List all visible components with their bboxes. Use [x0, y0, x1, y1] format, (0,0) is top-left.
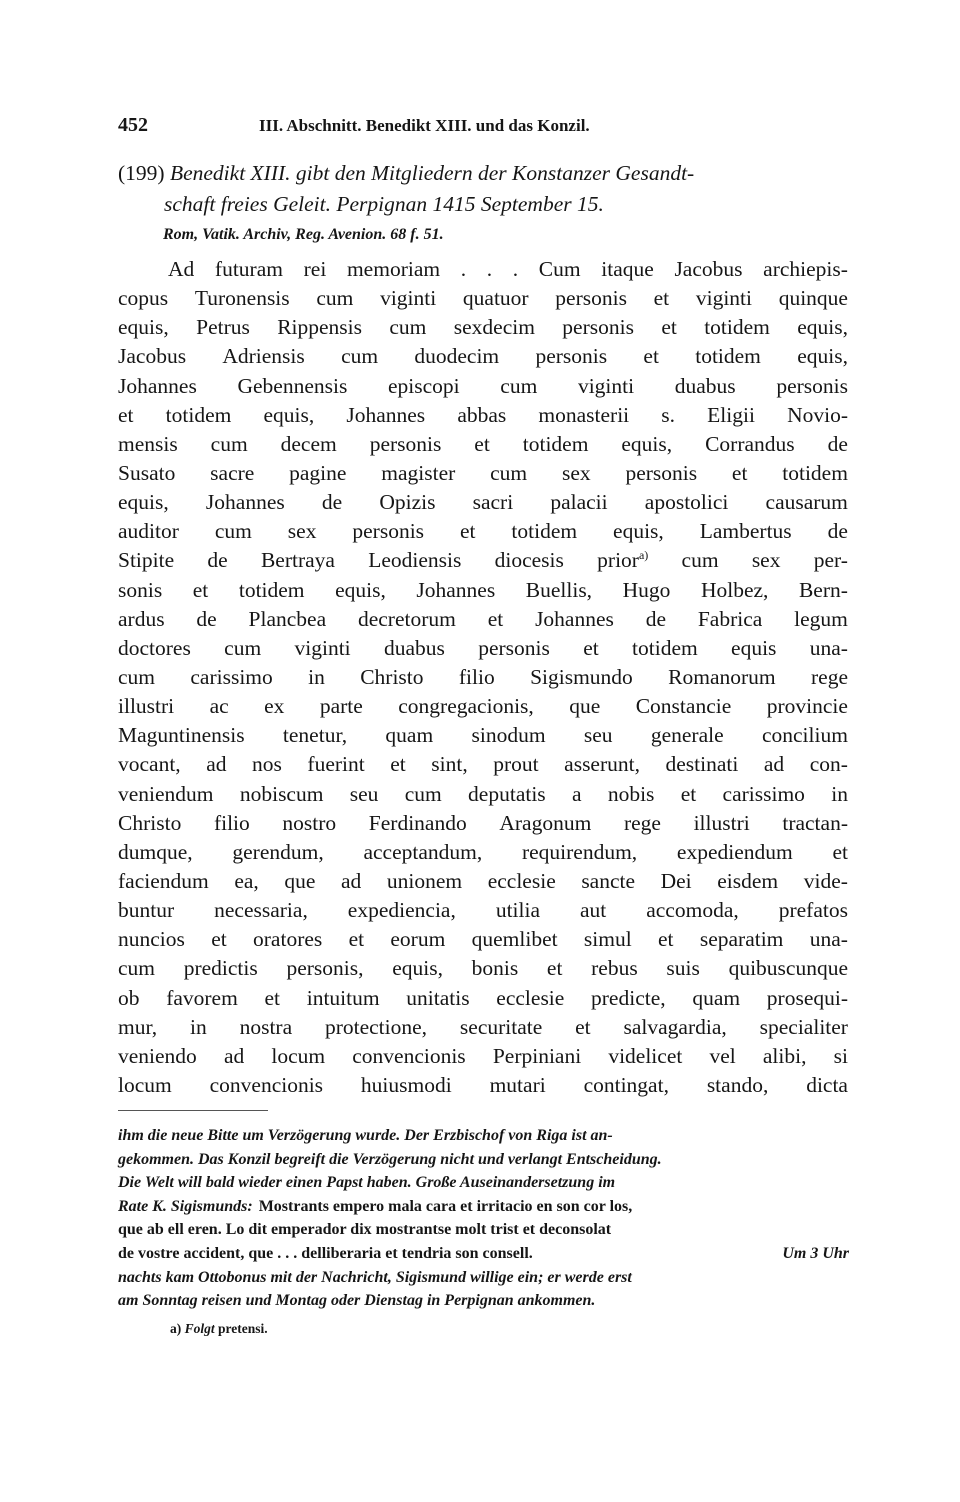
section-title: III. Abschnitt. Benedikt XIII. und das Konzil. [259, 116, 590, 135]
text-line: veniendo ad locum convencionis Perpiniani videlicet vel alibi, si [118, 1043, 848, 1068]
footnote-line: gekommen. Das Konzil begreift die Verzögerung nicht und verlangt Entscheidung. [118, 1150, 662, 1168]
text-line: equis, Johannes de Opizis sacri palacii apostolici causarum [118, 490, 848, 515]
footnote-quote-segment: Mostrants empero mala cara et irritacio en son cor los, [258, 1197, 633, 1215]
heading-text-2: schaft freies Geleit. Perpignan 1415 September 15. [164, 192, 604, 216]
text-line: illustri ac ex parte congregacionis, que Constancie provincie [118, 694, 848, 719]
text-line: doctores cum viginti duabus personis et totidem equis una- [118, 635, 848, 660]
page-number: 452 [118, 114, 148, 136]
footnote-line [118, 1195, 849, 1219]
footnote-line: nachts kam Ottobonus mit der Nachricht, Sigismund willige ein; er werde erst [118, 1268, 632, 1286]
heading-line-1 [118, 158, 850, 189]
text-line: equis, Petrus Rippensis cum sexdecim personis et totidem equis, [118, 315, 848, 340]
text-line: Christo filio nostro Ferdinando Aragonum rege illustri tractan- [118, 810, 848, 835]
variant-marker: a) [170, 1321, 182, 1336]
heading-text-1: Benedikt XIII. gibt den Mitgliedern der Konstanzer Gesandt- [169, 161, 695, 185]
footnote-rule [118, 1110, 268, 1111]
text-line: cum carissimo in Christo filio Sigismundo Romanorum rege [118, 664, 848, 689]
text-line: vocant, ad nos fuerint et sint, prout asserunt, destinati ad con- [118, 752, 848, 777]
footnote-line: ihm die neue Bitte um Verzögerung wurde. Der Erzbischof von Riga ist an- [118, 1127, 613, 1144]
text-line: Stipite de Bertraya Leodiensis diocesis prior$^{a)}$ cum sex per- [118, 548, 848, 573]
variant-label: Folgt [184, 1321, 215, 1336]
text-line: mensis cum decem personis et totidem equis, Corrandus de [118, 431, 848, 456]
footnote-block [118, 1124, 849, 1313]
text-line: Jacobus Adriensis cum duodecim personis et totidem equis, [118, 344, 848, 369]
footnote-line: que ab ell eren. Lo dit emperador dix mostrantse molt trist et deconsolat [118, 1221, 612, 1239]
text-line: copus Turonensis cum viginti quatuor personis et viginti quinque [118, 286, 848, 311]
text-line: ardus de Plancbea decretorum et Johannes de Fabrica legum [118, 606, 848, 631]
document-heading [118, 158, 850, 220]
text-line: Maguntinensis tenetur, quam sinodum seu generale concilium [118, 723, 848, 748]
text-line: ob favorem et intuitum unitatis ecclesie predicte, quam prosequi- [118, 985, 848, 1010]
footnote-line: am Sonntag reisen und Montag oder Dienstag in Perpignan ankommen. [118, 1292, 596, 1310]
text-line: auditor cum sex personis et totidem equis, Lambertus de [118, 519, 848, 544]
footnote-quote-segment: de vostre accident, que . . . delliberaria et tendria son consell. [118, 1244, 533, 1262]
text-line: et totidem equis, Johannes abbas monasterii s. Eligii Novio- [118, 402, 848, 427]
text-line: sonis et totidem equis, Johannes Buellis, Hugo Holbez, Bern- [118, 577, 848, 602]
body-text [118, 255, 848, 1100]
archive-source: Rom, Vatik. Archiv, Reg. Avenion. 68 f. 51. [163, 226, 444, 243]
text-line: nuncios et oratores et eorum quemlibet simul et separatim una- [118, 927, 848, 952]
footnote-italic-segment: Rate K. Sigismunds: [118, 1197, 253, 1215]
note-marker: a) [638, 548, 649, 563]
text-line: buntur necessaria, expediencia, utilia aut accomoda, prefatos [118, 898, 848, 923]
text-line: Ad futuram rei memoriam . . . Cum itaque Jacobus archiepis- [168, 257, 848, 281]
text-line: Susato sacre pagine magister cum sex personis et totidem [118, 460, 848, 485]
text-line: locum convencionis huiusmodi mutari contingat, stando, dicta [118, 1072, 848, 1097]
footnote-line [118, 1242, 849, 1266]
running-head [118, 114, 848, 144]
heading-line-2 [118, 189, 850, 220]
text-line: cum predictis personis, equis, bonis et rebus suis quibuscunque [118, 956, 848, 981]
footnote-line: Die Welt will bald wieder einen Papst haben. Große Auseinandersetzung im [118, 1174, 616, 1192]
document-number: (199) [118, 161, 165, 185]
variant-note [170, 1321, 268, 1337]
text-line: Johannes Gebennensis episcopi cum viginti duabus personis [118, 373, 848, 398]
variant-text: pretensi. [218, 1321, 268, 1336]
text-line: dumque, gerendum, acceptandum, requirendum, expediendum et [118, 839, 848, 864]
text-line: faciendum ea, que ad unionem ecclesie sancte Dei eisdem vide- [118, 868, 848, 893]
footnote-italic-segment: Um 3 Uhr [782, 1244, 849, 1262]
text-line: veniendum nobiscum seu cum deputatis a nobis et carissimo in [118, 781, 848, 806]
text-line: mur, in nostra protectione, securitate et salvagardia, specialiter [118, 1014, 848, 1039]
